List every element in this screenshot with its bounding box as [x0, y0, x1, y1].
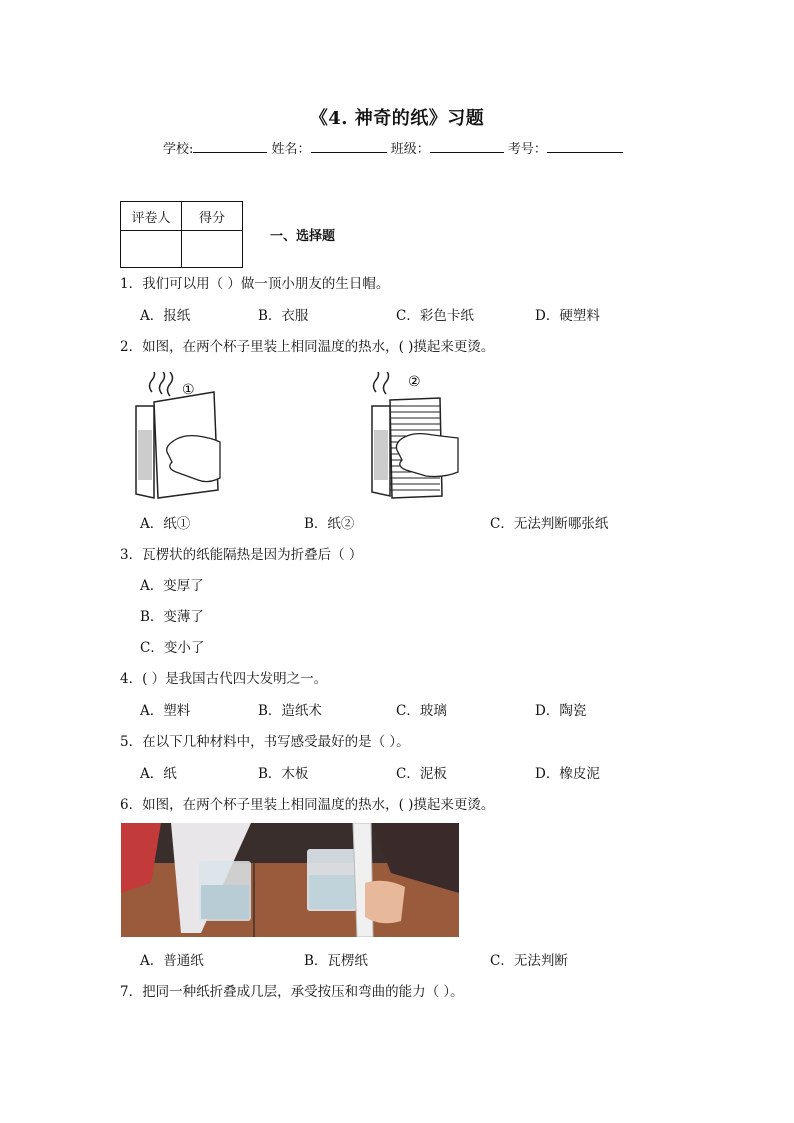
class-label: 班级： — [390, 142, 430, 157]
q5-option-d[interactable]: D．橡皮泥 — [535, 766, 600, 782]
grader-header: 评卷人 — [121, 202, 182, 231]
q3-option-b[interactable]: B．变薄了 — [140, 609, 204, 625]
question-7: 7．把同一种纸折叠成几层，承受按压和弯曲的能力（ ）。 — [120, 984, 464, 1000]
page-title: 《4. 神奇的纸》习题 — [309, 108, 485, 129]
q1-option-a[interactable]: A．报纸 — [140, 308, 191, 324]
figure-label-2: ② — [408, 374, 421, 390]
question-3: 3．瓦楞状的纸能隔热是因为折叠后（ ） — [120, 547, 363, 563]
school-blank[interactable] — [193, 138, 267, 153]
q1-option-d[interactable]: D．硬塑料 — [535, 308, 600, 324]
q3-option-a[interactable]: A．变厚了 — [140, 578, 204, 594]
q4-option-a[interactable]: A．塑料 — [140, 703, 191, 719]
q6-option-b[interactable]: B．瓦楞纸 — [304, 953, 368, 969]
class-blank[interactable] — [430, 138, 504, 153]
q4-option-c[interactable]: C．玻璃 — [396, 703, 447, 719]
cups-photo — [121, 823, 459, 937]
question-4: 4．( ）是我国古代四大发明之一。 — [120, 671, 328, 687]
student-info-line — [163, 138, 623, 157]
q1-option-c[interactable]: C．彩色卡纸 — [396, 308, 474, 324]
exam-no-label: 考号： — [507, 142, 547, 157]
school-label: 学校: — [163, 142, 194, 157]
question-5: 5．在以下几种材料中，书写感受最好的是（ ）。 — [120, 734, 410, 750]
name-blank[interactable] — [311, 138, 387, 153]
q5-option-b[interactable]: B．木板 — [258, 766, 309, 782]
q4-option-b[interactable]: B．造纸术 — [258, 703, 322, 719]
score-cell[interactable] — [182, 231, 243, 268]
cup-corrugated-paper-figure — [362, 372, 472, 502]
q2-option-c[interactable]: C．无法判断哪张纸 — [490, 516, 609, 532]
figure-label-1: ① — [182, 382, 195, 398]
question-1: 1．我们可以用（ ）做一顶小朋友的生日帽。 — [120, 276, 390, 292]
question-6: 6．如图，在两个杯子里装上相同温度的热水，( )摸起来更烫。 — [120, 797, 495, 813]
q3-option-c[interactable]: C．变小了 — [140, 640, 205, 656]
exam-no-blank[interactable] — [547, 138, 623, 153]
grader-cell[interactable] — [121, 231, 182, 268]
cup-flat-paper-figure — [124, 372, 234, 502]
q5-option-c[interactable]: C．泥板 — [396, 766, 447, 782]
q2-option-a[interactable]: A．纸① — [140, 516, 191, 532]
score-table — [120, 201, 243, 268]
question-2: 2．如图，在两个杯子里装上相同温度的热水，( )摸起来更烫。 — [120, 339, 495, 355]
section-heading: 一、选择题 — [270, 229, 336, 244]
q5-option-a[interactable]: A．纸 — [140, 766, 177, 782]
q2-option-b[interactable]: B．纸② — [304, 516, 355, 532]
q1-option-b[interactable]: B．衣服 — [258, 308, 309, 324]
q6-option-c[interactable]: C．无法判断 — [490, 953, 568, 969]
name-label: 姓名： — [271, 142, 311, 157]
q6-option-a[interactable]: A．普通纸 — [140, 953, 204, 969]
q4-option-d[interactable]: D．陶瓷 — [535, 703, 587, 719]
score-header: 得分 — [182, 202, 243, 231]
